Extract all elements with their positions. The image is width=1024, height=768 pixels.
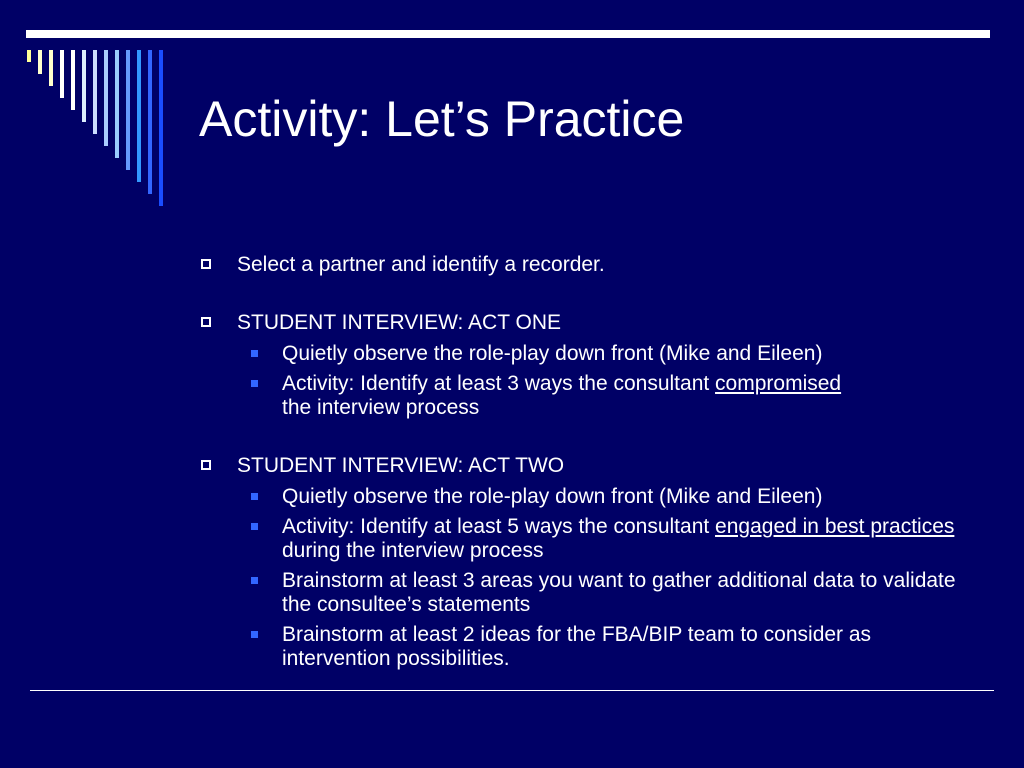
sub-list-item (282, 342, 980, 366)
sub-item-text-post: during the interview process (282, 539, 544, 562)
bullet-list (200, 253, 980, 671)
top-rule (26, 30, 990, 38)
sub-item-text-pre: Activity: Identify at least 3 ways the consultant (282, 372, 716, 395)
hollow-square-bullet-icon (201, 317, 211, 327)
stripe (115, 50, 119, 158)
sub-item-text: Brainstorm at least 3 areas you want to gather additional data to validate the consultee’s statements (282, 569, 956, 616)
stripe (49, 50, 53, 86)
sub-list-item (282, 623, 980, 671)
stripe (60, 50, 64, 98)
stripe (126, 50, 130, 170)
stripe (93, 50, 97, 134)
list-item (200, 454, 980, 478)
sub-list-item (282, 515, 980, 563)
list-item-text: Select a partner and identify a recorder. (237, 253, 605, 276)
stripe (148, 50, 152, 194)
list-item (200, 311, 980, 335)
sub-item-text: Brainstorm at least 2 ideas for the FBA/BIP team to consider as intervention possibilities. (282, 623, 872, 670)
sub-item-emphasis: engaged in best practices (715, 515, 955, 538)
stripe (137, 50, 141, 182)
square-bullet-icon (251, 493, 258, 500)
hollow-square-bullet-icon (201, 259, 211, 269)
slide-title: Activity: Let’s Practice (199, 91, 685, 147)
list-item-text: STUDENT INTERVIEW: ACT TWO (237, 454, 565, 477)
sub-list-item (282, 569, 980, 617)
sub-list-item (282, 485, 980, 509)
stripe (38, 50, 42, 74)
list-item-text: STUDENT INTERVIEW: ACT ONE (237, 311, 562, 334)
sub-item-text-pre: Activity: Identify at least 5 ways the consultant (282, 515, 716, 538)
square-bullet-icon (251, 631, 258, 638)
hollow-square-bullet-icon (201, 460, 211, 470)
square-bullet-icon (251, 577, 258, 584)
stripe (82, 50, 86, 122)
list-item (200, 253, 980, 277)
square-bullet-icon (251, 523, 258, 530)
stripe (159, 50, 163, 206)
sub-list-item (282, 372, 980, 420)
sub-item-text: Quietly observe the role-play down front (Mike and Eileen) (282, 485, 823, 508)
stripe (71, 50, 75, 110)
bottom-rule (30, 690, 994, 691)
sub-item-emphasis: compromised (715, 372, 842, 395)
square-bullet-icon (251, 350, 258, 357)
sub-item-text-post: the interview process (282, 396, 480, 419)
stripe (104, 50, 108, 146)
sub-item-text: Quietly observe the role-play down front (Mike and Eileen) (282, 342, 823, 365)
stripe (27, 50, 31, 62)
square-bullet-icon (251, 380, 258, 387)
